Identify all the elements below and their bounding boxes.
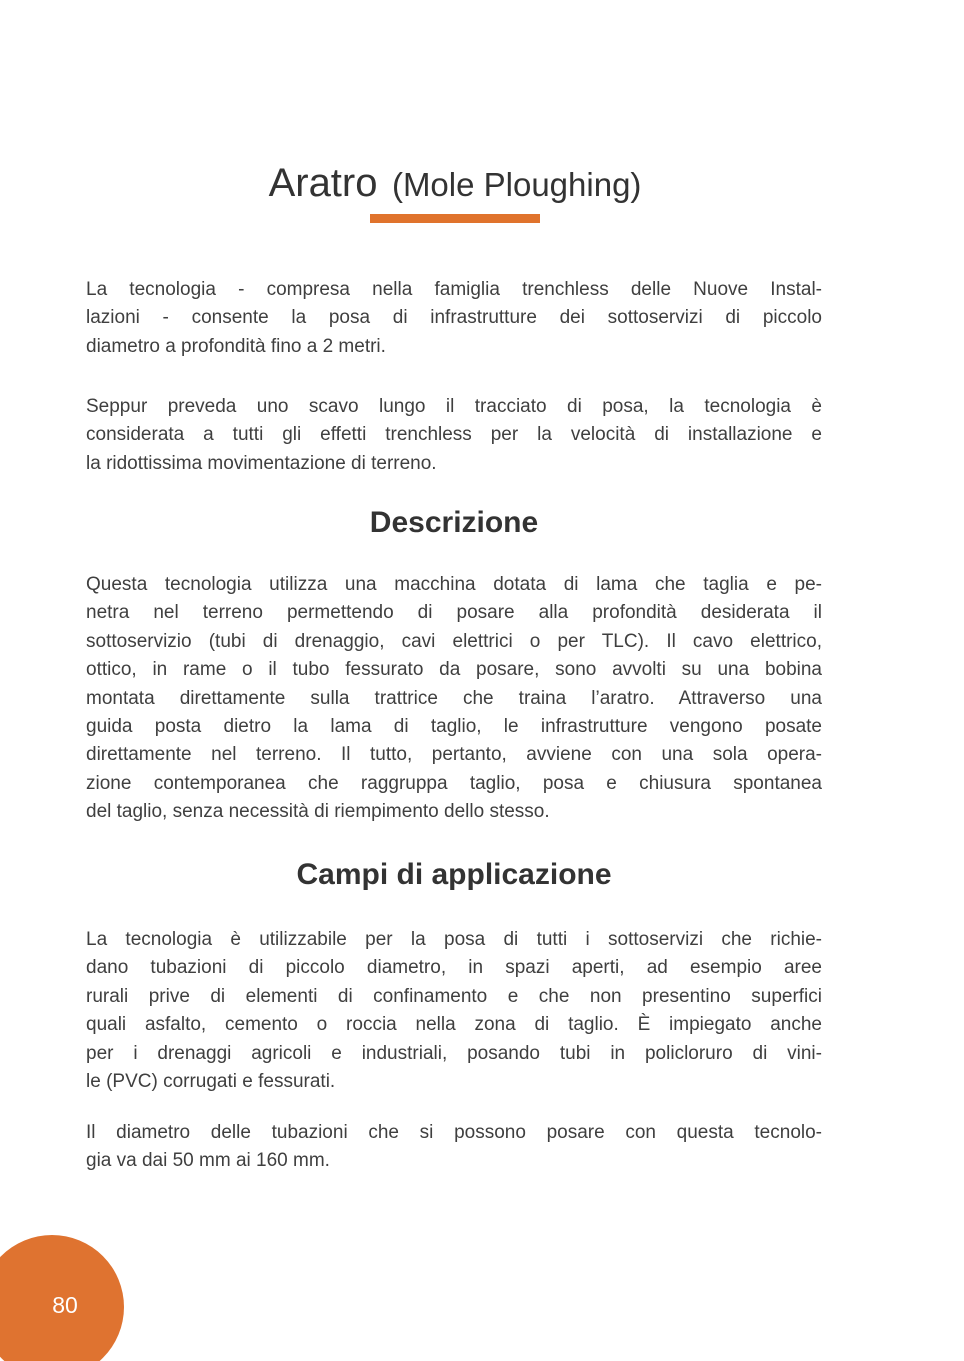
text-line: Questa tecnologia utilizza una macchina dotata di lama che taglia e pe-	[86, 574, 822, 595]
section-heading-descrizione: Descrizione	[369, 506, 539, 539]
text-line: sottoservizio (tubi di drenaggio, cavi elettrici o per TLC). Il cavo elettrico,	[86, 630, 822, 652]
text-line: La tecnologia - compresa nella famiglia trenchless delle Nuove Instal-	[86, 279, 822, 300]
intro-paragraph-2	[86, 393, 822, 478]
page-number: 80	[52, 1292, 78, 1318]
text-line: lazioni - consente la posa di infrastrutture dei sottoservizi di piccolo	[86, 307, 822, 329]
text-line: gia va dai 50 mm ai 160 mm.	[86, 1150, 330, 1172]
title-subtitle: (Mole Ploughing)	[391, 166, 642, 203]
text-line: Seppur preveda uno scavo lungo il tracciato di posa, la tecnologia è	[86, 396, 822, 417]
intro-paragraph-1	[86, 276, 822, 361]
title-underline-bar	[370, 214, 540, 223]
text-line: netra nel terreno permettendo di posare alla profondità desiderata il	[86, 602, 822, 624]
text-line: guida posta dietro la lama di taglio, le infrastrutture vengono posate	[86, 715, 822, 737]
text-line: per i drenaggi agricoli e industriali, posando tubi in policloruro di vini-	[86, 1042, 822, 1064]
text-line: ottico, in rame o il tubo fessurato da posare, sono avvolti su una bobina	[86, 659, 822, 681]
text-line: diametro a profondità fino a 2 metri.	[86, 335, 386, 357]
text-line: quali asfalto, cemento o roccia nella zona di taglio. È impiegato anche	[86, 1014, 822, 1036]
text-line: dano tubazioni di piccolo diametro, in spazi aperti, ad esempio aree	[86, 957, 822, 979]
text-line: direttamente nel terreno. Il tutto, pertanto, avviene con una sola opera-	[86, 744, 822, 766]
section-heading-campi-di-applicazione: Campi di applicazione	[296, 858, 612, 891]
text-line: zione contemporanea che raggruppa taglio, posa e chiusura spontanea	[86, 772, 822, 794]
diametro-paragraph	[86, 1119, 822, 1176]
text-line: la ridottissima movimentazione di terreno.	[86, 452, 437, 474]
text-line: La tecnologia è utilizzabile per la posa di tutti i sottoservizi che richie-	[86, 929, 822, 950]
text-line: Il diametro delle tubazioni che si possono posare con questa tecnolo-	[86, 1122, 822, 1143]
text-line: rurali prive di elementi di confinamento e che non presentino superfici	[86, 985, 822, 1007]
campi-paragraph	[86, 926, 822, 1096]
text-line: le (PVC) corrugati e fessurati.	[86, 1070, 336, 1092]
text-line: del taglio, senza necessità di riempimento dello stesso.	[86, 801, 550, 823]
page-title	[86, 160, 824, 215]
text-line: montata direttamente sulla trattrice che traina l’aratro. Attraverso una	[86, 687, 822, 709]
title-main: Aratro	[268, 161, 378, 205]
text-line: considerata a tutti gli effetti trenchless per la velocità di installazione e	[86, 424, 822, 446]
descrizione-paragraph	[86, 571, 822, 827]
